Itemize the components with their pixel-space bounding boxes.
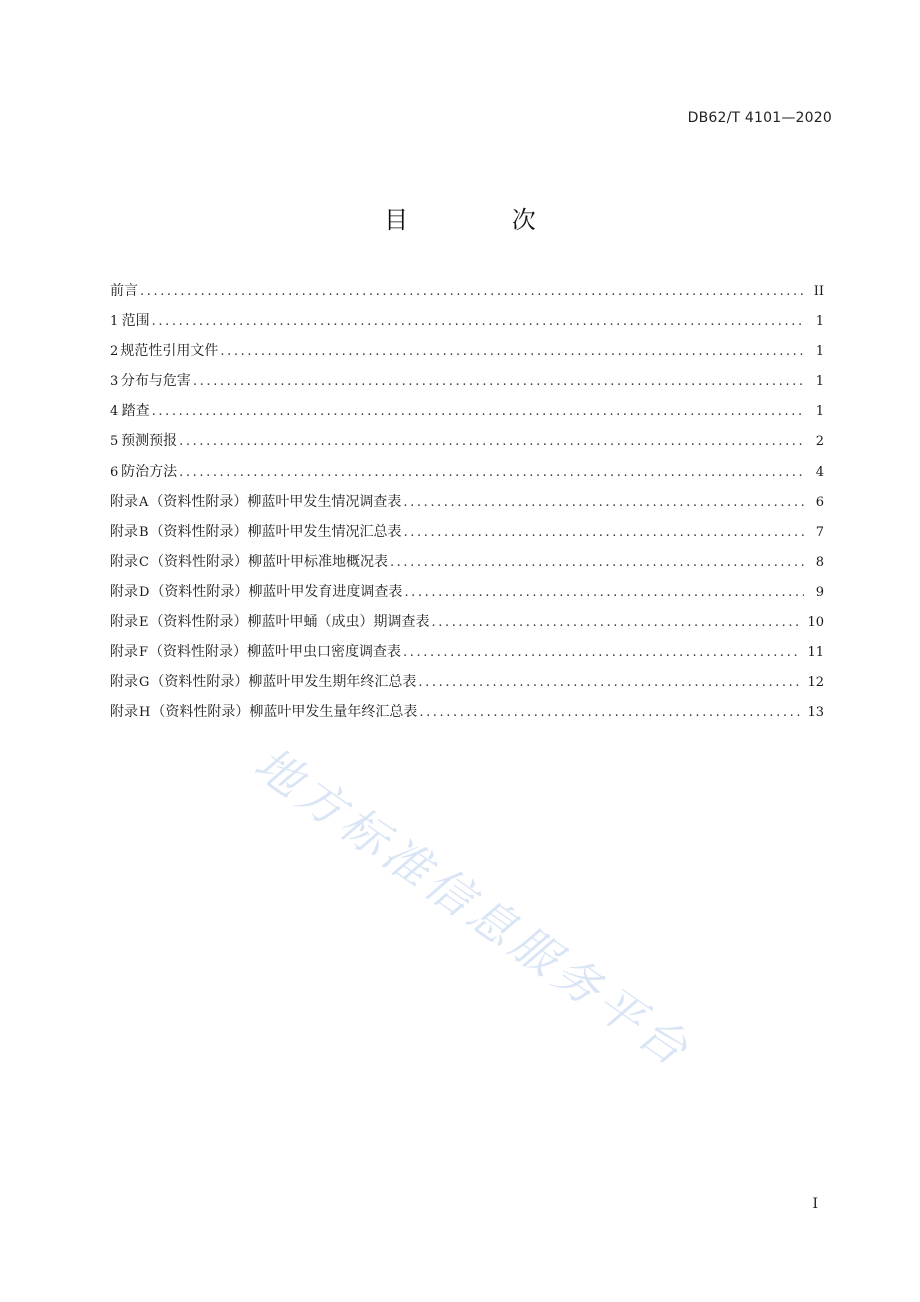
toc-leader-dots [179,458,804,488]
toc-entry-number: 1 [110,314,119,330]
appendix-prefix: 附录 [110,674,138,691]
appendix-kind: （资料性附录） [150,674,249,691]
toc-leader-dots [404,578,804,608]
toc-entry-label: 防治方法 [121,463,178,480]
toc-leader-dots [419,698,801,728]
toc-entry-appendix[interactable] [110,547,824,577]
document-code: DB62/T 4101—2020 [687,110,832,126]
toc-leader-dots [432,608,802,638]
toc-entry-section[interactable] [110,457,824,487]
toc-entry-section[interactable] [110,306,824,336]
toc-entry-number: 6 [110,464,119,480]
page-title: 目 次 [384,206,584,234]
toc-entry-page: 2 [815,434,824,450]
toc-entry-label: 预测预报 [121,433,178,450]
table-of-contents [110,276,824,727]
appendix-kind: （资料性附录） [150,583,249,600]
toc-entry-appendix[interactable] [110,577,824,607]
toc-entry-page: 12 [807,675,824,691]
toc-entry-page: 13 [807,705,824,721]
toc-entry-label: 柳蓝叶甲发生情况调查表 [247,493,402,510]
toc-leader-dots [418,668,801,698]
toc-leader-dots [152,307,804,337]
appendix-heading [110,607,248,638]
appendix-prefix: 附录 [110,704,138,721]
toc-entry-appendix[interactable] [110,637,824,667]
toc-entry-preface[interactable] [110,276,824,306]
toc-entry-label: 规范性引用文件 [120,343,219,360]
appendix-heading [110,667,248,698]
appendix-heading [110,637,247,668]
toc-leader-dots [390,548,804,578]
watermark: 地方标准信息服务平台 [244,736,702,1079]
appendix-kind: （资料性附录） [149,614,248,631]
appendix-heading [110,487,247,518]
appendix-heading [110,697,249,728]
toc-entry-label: 柳蓝叶甲发生量年终汇总表 [249,704,418,721]
toc-leader-dots [152,397,804,427]
appendix-heading [110,517,248,548]
toc-entry-number: 4 [110,404,119,420]
appendix-prefix: 附录 [110,493,138,510]
toc-entry-label: 前言 [110,283,138,299]
toc-entry-page: 1 [815,404,824,420]
toc-entry-label: 柳蓝叶甲发生情况汇总表 [247,523,402,540]
toc-entry-page: 9 [815,584,824,600]
appendix-letter: D [139,584,150,600]
toc-entry-appendix[interactable] [110,607,824,637]
toc-leader-dots [403,488,804,518]
toc-leader-dots [220,337,804,367]
toc-entry-page: 1 [815,314,824,330]
appendix-letter: F [139,645,149,661]
toc-entry-section[interactable] [110,366,824,396]
toc-entry-appendix[interactable] [110,667,824,697]
toc-entry-page: 4 [815,464,824,480]
toc-entry-section[interactable] [110,396,824,426]
toc-entry-appendix[interactable] [110,487,824,517]
toc-leader-dots [404,518,804,548]
toc-leader-dots [193,367,804,397]
toc-entry-label: 柳蓝叶甲蛹（成虫）期调查表 [247,614,430,631]
appendix-letter: A [139,494,149,510]
toc-entry-label: 柳蓝叶甲虫口密度调查表 [247,644,402,661]
appendix-kind: （资料性附录） [149,523,248,540]
appendix-kind: （资料性附录） [149,553,248,570]
appendix-letter: B [139,524,149,540]
toc-entry-page: 1 [815,344,824,360]
toc-entry-number: 5 [110,434,119,450]
toc-entry-page: 11 [807,645,824,661]
appendix-letter: H [139,705,151,721]
toc-entry-page: 7 [815,524,824,540]
appendix-prefix: 附录 [110,644,138,661]
appendix-prefix: 附录 [110,583,138,600]
toc-entry-page: II [813,284,824,299]
toc-entry-label: 柳蓝叶甲标准地概况表 [247,553,388,570]
appendix-letter: E [139,615,149,631]
toc-entry-label: 分布与危害 [120,373,191,390]
appendix-heading [110,547,248,578]
toc-entry-page: 8 [815,554,824,570]
toc-entry-label: 柳蓝叶甲发生期年终汇总表 [248,674,417,691]
appendix-prefix: 附录 [110,553,138,570]
appendix-heading [110,577,248,608]
appendix-prefix: 附录 [110,523,138,540]
appendix-kind: （资料性附录） [149,493,248,510]
toc-leader-dots [179,427,804,457]
page-number: I [812,1196,818,1212]
toc-entry-page: 10 [807,615,824,631]
toc-entry-section[interactable] [110,336,824,366]
toc-entry-appendix[interactable] [110,697,824,727]
toc-entry-section[interactable] [110,426,824,456]
toc-entry-number: 2 [110,344,119,360]
appendix-letter: G [139,675,150,691]
toc-entry-page: 1 [815,374,824,390]
appendix-letter: C [139,554,149,570]
toc-entry-page: 6 [815,494,824,510]
appendix-kind: （资料性附录） [151,704,250,721]
appendix-prefix: 附录 [110,614,138,631]
toc-entry-label: 柳蓝叶甲发育进度调查表 [248,583,403,600]
toc-entry-label: 范围 [121,313,150,330]
toc-entry-label: 踏查 [121,403,150,420]
toc-leader-dots [140,277,804,307]
toc-entry-appendix[interactable] [110,517,824,547]
appendix-kind: （资料性附录） [149,644,248,661]
toc-entry-number: 3 [110,374,119,390]
toc-leader-dots [403,638,801,668]
